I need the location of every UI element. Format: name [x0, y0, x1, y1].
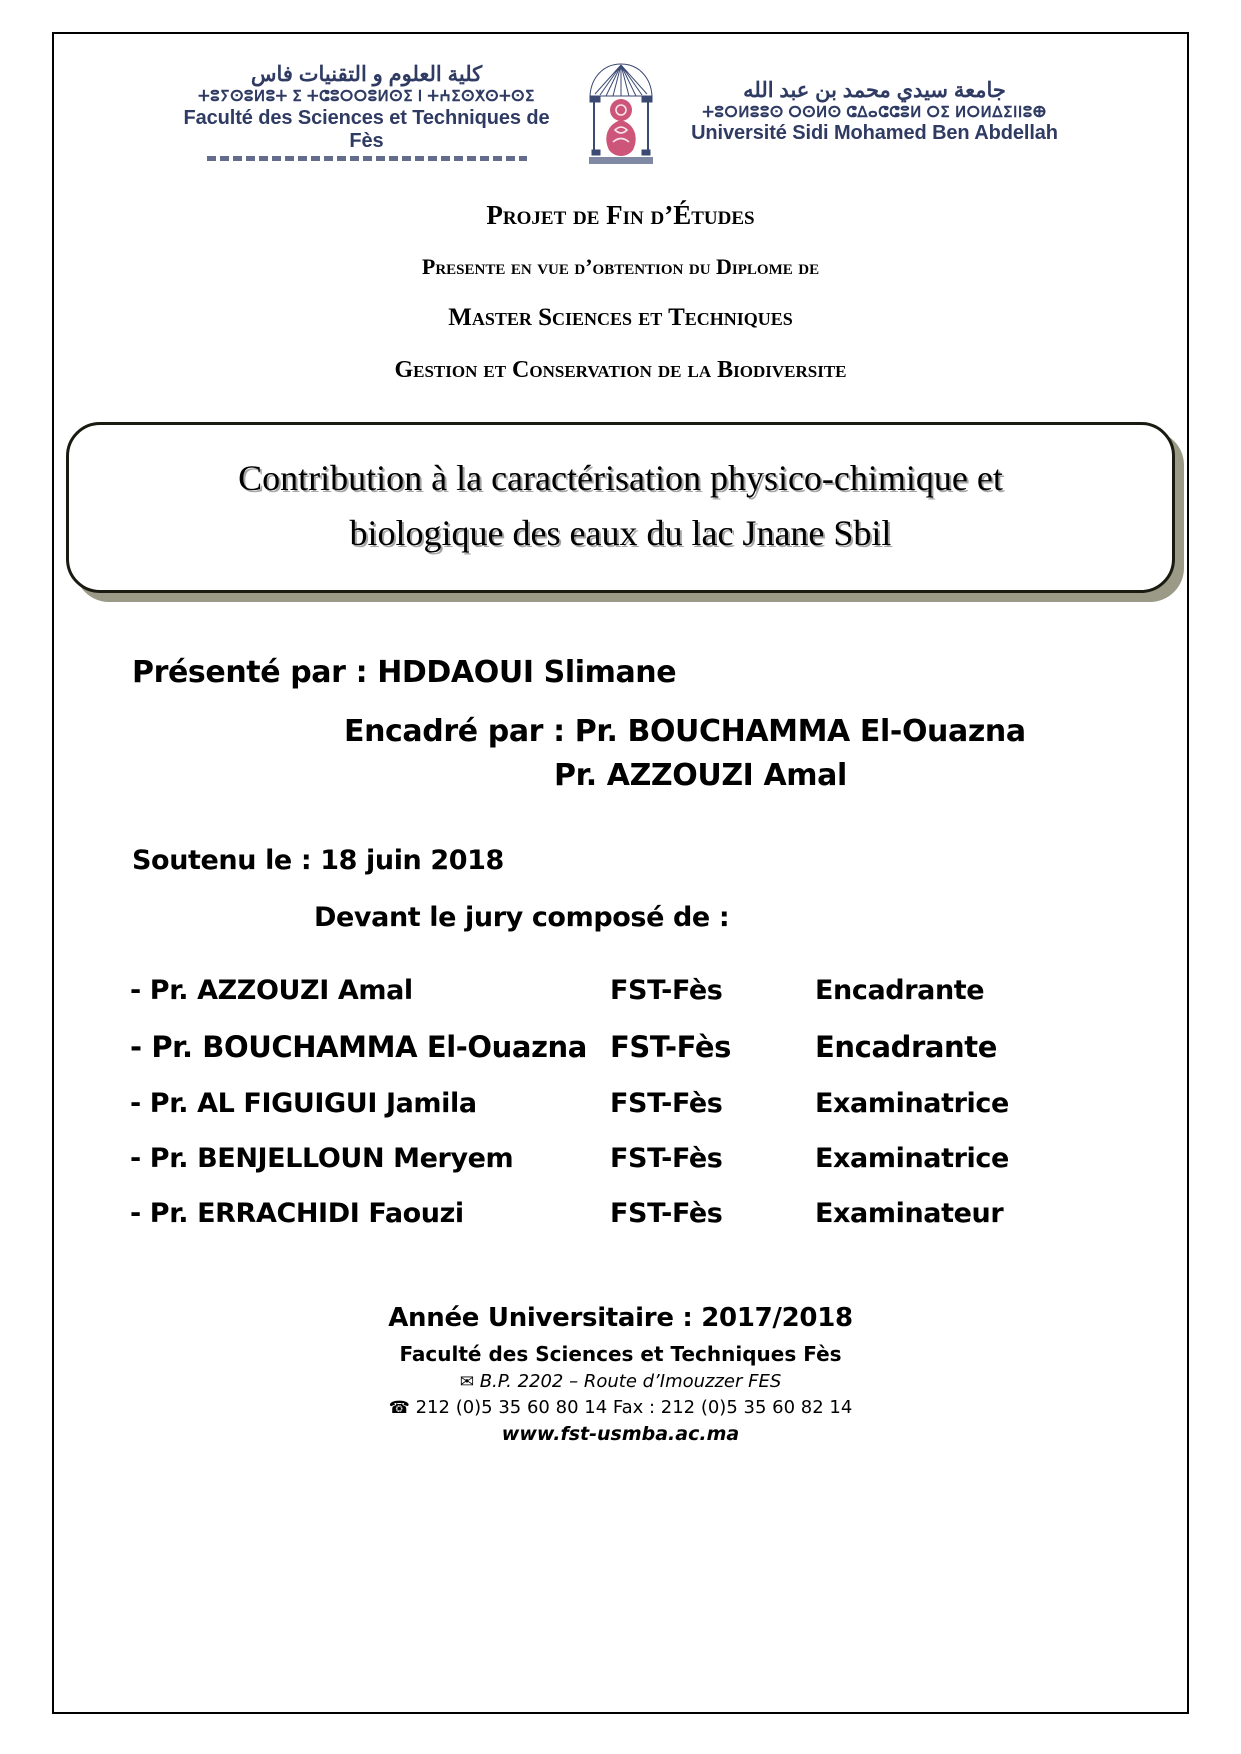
supervisor-secondary: Pr. AZZOUZI Amal	[554, 758, 847, 794]
university-emblem-icon	[573, 58, 669, 166]
degree-line-presented-for: Presente en vue d’obtention du Diplome de	[421, 254, 820, 279]
academic-year: Année Universitaire : 2017/2018	[388, 1303, 853, 1334]
degree-line-project: Projet de Fin d’Études	[486, 200, 755, 230]
header	[54, 34, 1187, 166]
thesis-title-line-1: Contribution à la caractérisation physico-chimique et	[238, 458, 1003, 498]
table-row	[130, 1076, 1090, 1131]
cover-page	[54, 34, 1187, 1712]
jury-member-institution: FST-Fès	[610, 1143, 723, 1175]
table-row	[130, 1018, 1090, 1076]
jury-intro: Devant le jury composé de :	[314, 902, 730, 934]
jury-member-name: - Pr. AL FIGUIGUI Jamila	[130, 1088, 477, 1120]
table-row	[130, 1131, 1090, 1186]
faculty-logo-french: Faculté des Sciences et Techniques de Fès	[183, 106, 550, 152]
mail-icon: ✉	[459, 1372, 474, 1393]
degree-line-master: Master Sciences et Techniques	[448, 304, 793, 331]
supervisor-primary: Encadré par : Pr. BOUCHAMMA El-Ouazna	[344, 714, 1026, 750]
table-row	[130, 1186, 1090, 1241]
footer-phone-line	[54, 1397, 1187, 1418]
jury-member-name: - Pr. ERRACHIDI Faouzi	[130, 1198, 464, 1230]
jury-member-role: Examinatrice	[815, 1088, 1009, 1120]
faculty-logo-arabic: كلية العلوم و التقنيات فاس	[250, 63, 483, 87]
university-logo-french: Université Sidi Mohamed Ben Abdellah	[691, 122, 1058, 145]
degree-line-specialty: Gestion et Conservation de la Biodiversite	[394, 357, 847, 383]
jury-member-role: Encadrante	[815, 1030, 998, 1065]
jury-member-name: - Pr. AZZOUZI Amal	[130, 975, 413, 1007]
footer-address-line	[54, 1371, 1187, 1392]
faculty-logo-tifinagh: ⵜⵓⵢⵙⵓⵍⵓⵜ ⵉ ⵜⵛⵓⵔⵔⵓⵍⵙⵉ ⵏ ⵜⵄⵉⵙⵅⵙⵜⵙⵉ	[198, 88, 535, 106]
table-row	[130, 963, 1090, 1018]
jury-member-institution: FST-Fès	[610, 1088, 723, 1120]
thesis-title-line-2: biologique des eaux du lac Jnane Sbil	[349, 512, 892, 553]
jury-member-role: Examinatrice	[815, 1143, 1009, 1175]
footer-faculty-name: Faculté des Sciences et Techniques Fès	[399, 1342, 842, 1367]
footer-address-text: B.P. 2202 – Route d’Imouzzer FES	[479, 1371, 782, 1393]
jury-member-name: - Pr. BOUCHAMMA El-Ouazna	[130, 1030, 587, 1065]
footer	[54, 1303, 1187, 1445]
presented-by: Présenté par : HDDAOUI Slimane	[132, 655, 677, 691]
thesis-title-box	[66, 422, 1175, 593]
jury-member-institution: FST-Fès	[610, 975, 723, 1007]
thesis-title-wrap	[66, 422, 1175, 593]
jury-member-role: Examinateur	[815, 1198, 1004, 1230]
faculty-logo	[167, 63, 567, 160]
jury-table	[130, 963, 1090, 1241]
defense-date: Soutenu le : 18 juin 2018	[132, 845, 504, 877]
phone-icon: ☎	[388, 1398, 410, 1419]
jury-member-name: - Pr. BENJELLOUN Meryem	[130, 1143, 514, 1175]
faculty-logo-underline	[207, 156, 527, 161]
jury-member-institution: FST-Fès	[610, 1030, 732, 1065]
university-logo-tifinagh: ⵜⵓⵔⵍⵓⵓⵙ ⵔⵙⵍⵙ ⵛⵠⴰⵛⵛⵓⵍ ⵔⵉ ⵍⵔⵍⵠⵉⵏⵏⵓⴲ	[702, 103, 1047, 121]
university-logo-arabic: جامعة سيدي محمد بن عبد الله	[743, 78, 1006, 102]
jury-member-role: Encadrante	[815, 975, 985, 1007]
jury-member-institution: FST-Fès	[610, 1198, 723, 1230]
footer-website: www.fst-usmba.ac.ma	[501, 1423, 740, 1446]
university-logo	[675, 79, 1075, 145]
footer-phone-text: 212 (0)5 35 60 80 14 Fax : 212 (0)5 35 60 82 14	[415, 1397, 853, 1419]
